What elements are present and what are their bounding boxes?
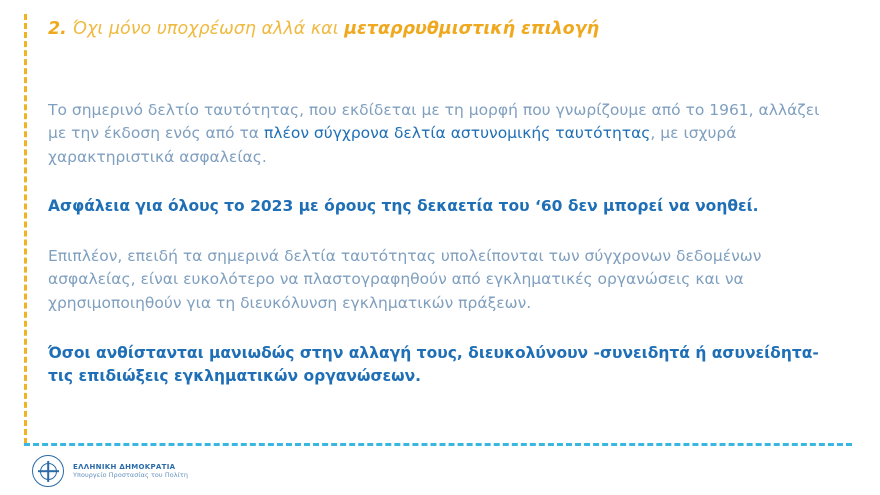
slide-title-number: 2.	[48, 19, 67, 39]
footer-ministry: Υπουργείο Προστασίας του Πολίτη	[73, 471, 188, 480]
paragraph-1-segment-3: , με ισχυρά χαρακτηριστικά ασφαλείας.	[48, 124, 737, 166]
footer-text	[73, 463, 188, 480]
emblem-ring	[40, 463, 57, 480]
paragraph-3-segment-1: Επιπλέον, επειδή τα σημερινά δελτία ταυτότητας υπολείπονται των σύγχρονων δεδομένων ασφαλείας, είναι ευκολότερο να πλαστογραφηθούν από εγκληματικές οργανώσεις και να χρησιμοποιηθούν για τη διευκόλυνση εγκληματικών πράξεων.	[48, 246, 762, 313]
slide-content	[48, 18, 834, 389]
paragraph-1-segment-2-highlight: πλέον σύγχρονα δελτία αστυνομικής ταυτότητας	[263, 124, 651, 143]
footer-organization: ΕΛΛΗΝΙΚΗ ΔΗΜΟΚΡΑΤΙΑ	[73, 462, 176, 471]
paragraph-1	[48, 99, 834, 170]
paragraph-1-segment-1: Το σημερινό δελτίο ταυτότητας, που εκδίδεται με τη μορφή που γνωρίζουμε από το 1961, αλλάζει με την έκδοση ενός από τα	[48, 100, 820, 143]
paragraph-2-segment-1: Ασφάλεια για όλους το 2023 με όρους της δεκαετία του ‘60 δεν μπορεί να νοηθεί.	[48, 197, 759, 216]
greek-republic-emblem-icon	[32, 455, 64, 487]
paragraph-3	[48, 245, 834, 316]
slide-body	[48, 99, 834, 389]
left-dashed-divider	[24, 14, 27, 444]
slide-title-emphasis: μεταρρυθμιστική επιλογή	[344, 19, 600, 39]
footer	[32, 455, 188, 487]
paragraph-4-segment-1: Όσοι ανθίστανται μανιωδώς στην αλλαγή τους, διευκολύνουν -συνειδητά ή ασυνείδητα- τις επιδιώξεις εγκληματικών οργανώσεων.	[48, 343, 819, 386]
paragraph-2	[48, 195, 834, 219]
slide-title-plain: Όχι μόνο υποχρέωση αλλά και	[66, 19, 345, 39]
paragraph-4	[48, 342, 834, 389]
bottom-dashed-divider	[24, 443, 852, 446]
slide-title	[48, 18, 834, 41]
